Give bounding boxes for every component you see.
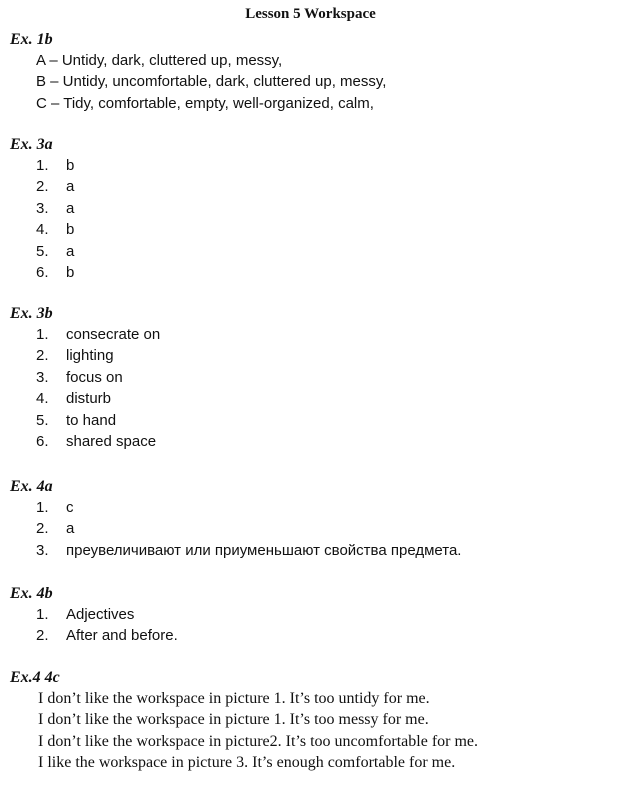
list-item: [10, 176, 74, 197]
item-text: After and before.: [66, 627, 178, 645]
item-text: shared space: [66, 432, 157, 450]
list-item: [10, 518, 461, 539]
section-ex-4a: [10, 476, 461, 561]
item-text: Adjectives: [66, 606, 135, 623]
item-number: 2.: [36, 520, 49, 538]
item-text: c: [66, 499, 74, 516]
list-item: [10, 625, 178, 646]
list-item: [10, 367, 160, 388]
item-number: 1.: [36, 606, 49, 623]
section-heading: Ex. 4b: [10, 585, 53, 602]
list-item: [10, 155, 74, 176]
item-text: disturb: [66, 390, 112, 408]
item-text: b: [66, 263, 75, 281]
answer-line: B – Untidy, uncomfortable, dark, cluttered up, messy,: [36, 73, 387, 91]
list-item: [10, 198, 74, 219]
answer-line: C – Tidy, comfortable, empty, well-organized, calm,: [36, 94, 374, 112]
answer-sentence: I don’t like the workspace in picture2. It’s too uncomfortable for me.: [38, 732, 479, 750]
page-title: Lesson 5 Workspace: [245, 6, 376, 22]
section-ex-4b: [10, 583, 178, 647]
item-number: 3.: [36, 368, 49, 386]
answer-line: A – Untidy, dark, cluttered up, messy,: [36, 52, 283, 69]
section-ex-1b: [10, 29, 386, 114]
item-text: преувеличивают или приуменьшают свойства предмета.: [66, 541, 462, 559]
list-item: [10, 219, 74, 240]
section-heading: Ex. 1b: [10, 31, 53, 48]
section-heading: Ex.4 4c: [10, 669, 60, 686]
item-number: 6.: [36, 432, 49, 450]
item-text: a: [66, 178, 75, 196]
item-number: 3.: [36, 541, 49, 559]
section-ex-4-4c: [10, 667, 478, 774]
list-item: [10, 241, 74, 262]
item-number: 4.: [36, 390, 49, 408]
item-number: 1.: [36, 326, 49, 343]
item-number: 1.: [36, 499, 49, 516]
list-item: [10, 345, 160, 366]
item-text: a: [66, 199, 75, 217]
answer-sentence: I don’t like the workspace in picture 1. It’s too untidy for me.: [38, 690, 430, 707]
item-number: 4.: [36, 221, 49, 239]
section-heading: Ex. 3b: [10, 305, 53, 322]
list-item: [10, 262, 74, 283]
section-heading: Ex. 4a: [10, 478, 53, 495]
item-text: focus on: [66, 368, 123, 386]
list-item: [10, 540, 461, 561]
list-item: [10, 410, 160, 431]
item-number: 3.: [36, 199, 49, 217]
item-number: 2.: [36, 627, 49, 645]
list-item: [10, 431, 160, 452]
item-text: b: [66, 157, 75, 174]
item-number: 5.: [36, 242, 49, 260]
item-text: a: [66, 520, 75, 538]
section-ex-3b: [10, 303, 160, 452]
list-item: [10, 604, 178, 625]
item-text: a: [66, 242, 75, 260]
item-text: lighting: [66, 347, 114, 365]
list-item: [10, 497, 461, 518]
item-text: consecrate on: [66, 326, 161, 343]
list-item: [10, 324, 160, 345]
answer-sentence: I don’t like the workspace in picture 1. It’s too messy for me.: [38, 711, 429, 729]
item-number: 6.: [36, 263, 49, 281]
section-ex-3a: [10, 134, 74, 283]
item-number: 2.: [36, 347, 49, 365]
item-number: 5.: [36, 411, 49, 429]
item-text: to hand: [66, 411, 117, 429]
section-heading: Ex. 3a: [10, 136, 53, 153]
item-number: 2.: [36, 178, 49, 196]
item-text: b: [66, 221, 75, 239]
list-item: [10, 388, 160, 409]
item-number: 1.: [36, 157, 49, 174]
answer-sentence: I like the workspace in picture 3. It’s enough comfortable for me.: [38, 754, 456, 772]
